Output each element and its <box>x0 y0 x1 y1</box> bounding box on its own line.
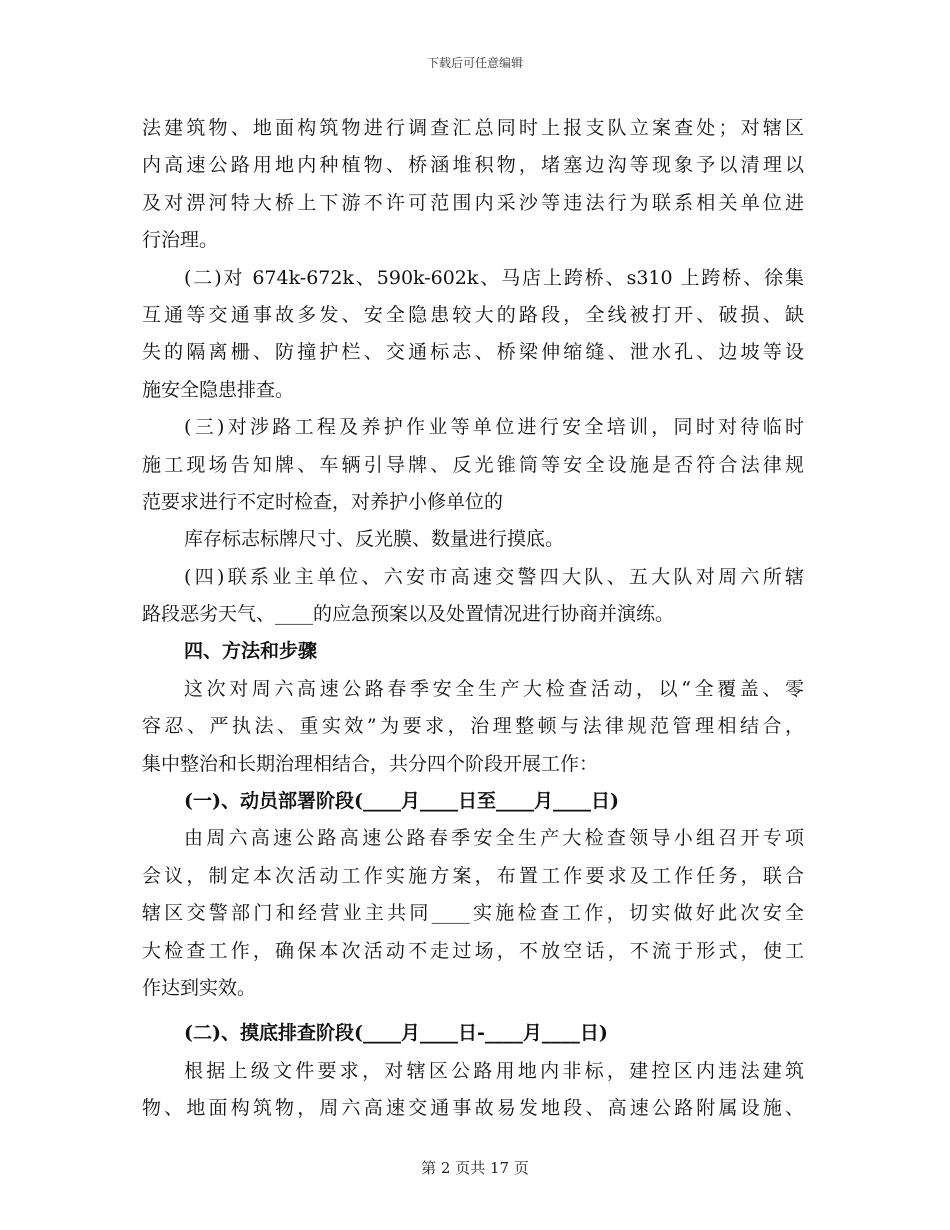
body-line: 法建筑物、地面构筑物进行调查汇总同时上报支队立案查处；对辖区 <box>142 117 804 139</box>
body-line: 失的隔离栅、防撞护栏、交通标志、桥梁伸缩缝、泄水孔、边坡等设 <box>142 341 804 364</box>
document-body <box>142 110 804 1128</box>
body-line: 路段恶劣天气、____的应急预案以及处置情况进行协商并演练。 <box>142 603 675 626</box>
body-line: 容忍、严执法、重实效”为要求，治理整顿与法律规范管理相结合， <box>142 715 804 738</box>
section-item-4-line: (四)联系业主单位、六安市高速交警四大队、五大队对周六所辖 <box>184 565 804 588</box>
section-heading: 四、方法和步骤 <box>184 640 318 663</box>
body-line: 作达到实效。 <box>142 976 257 999</box>
section-item-2-line: (二)对 674k-672k、590k-602k、马店上跨桥、s310 上跨桥、徐集 <box>184 266 804 289</box>
subheading-investigation: (二)、摸底排查阶段(____月____日-____月____日) <box>184 1022 608 1045</box>
subheading-mobilization: (一)、动员部署阶段(____月____日至____月____日) <box>184 790 619 813</box>
body-line: 由周六高速公路高速公路春季安全生产大检查领导小组召开专项 <box>184 827 804 850</box>
body-line: 范要求进行不定时检查，对养护小修单位的 <box>142 490 504 513</box>
body-line: 集中整治和长期治理相结合，共分四个阶段开展工作： <box>142 752 599 775</box>
spacer <box>142 1007 804 1015</box>
body-line: 互通等交通事故多发、安全隐患较大的路段，全线被打开、破损、缺 <box>142 303 804 326</box>
body-line: 内高速公路用地内种植物、桥涵堆积物，堵塞边沟等现象予以清理以 <box>142 154 804 177</box>
body-line: 会议，制定本次活动工作实施方案，布置工作要求及工作任务，联合 <box>142 864 804 887</box>
body-line: 施安全隐患排查。 <box>142 378 295 401</box>
section-item-3-line: (三)对涉路工程及养护作业等单位进行安全培训，同时对待临时 <box>184 416 804 439</box>
page-footer: 第 2 页共 17 页 <box>421 1159 529 1177</box>
body-line: 库存标志标牌尺寸、反光膜、数量进行摸底。 <box>184 528 565 551</box>
body-line: 行治理。 <box>142 229 219 252</box>
body-line: 辖区交警部门和经营业主共同____实施检查工作，切实做好此次安全 <box>142 902 804 925</box>
page-header: 下载后可任意编辑 <box>426 56 523 70</box>
body-line: 大检查工作，确保本次活动不走过场，不放空话，不流于形式，使工 <box>142 939 804 962</box>
body-line: 根据上级文件要求，对辖区公路用地内非标，建控区内违法建筑 <box>184 1059 804 1082</box>
body-line: 这次对周六高速公路春季安全生产大检查活动，以“全覆盖、零 <box>184 677 804 700</box>
body-line: 物、地面构筑物，周六高速交通事故易发地段、高速公路附属设施、 <box>142 1097 804 1120</box>
body-line: 及对淠河特大桥上下游不许可范围内采沙等违法行为联系相关单位进 <box>142 191 804 214</box>
body-line: 施工现场告知牌、车辆引导牌、反光锥筒等安全设施是否符合法律规 <box>142 453 804 476</box>
